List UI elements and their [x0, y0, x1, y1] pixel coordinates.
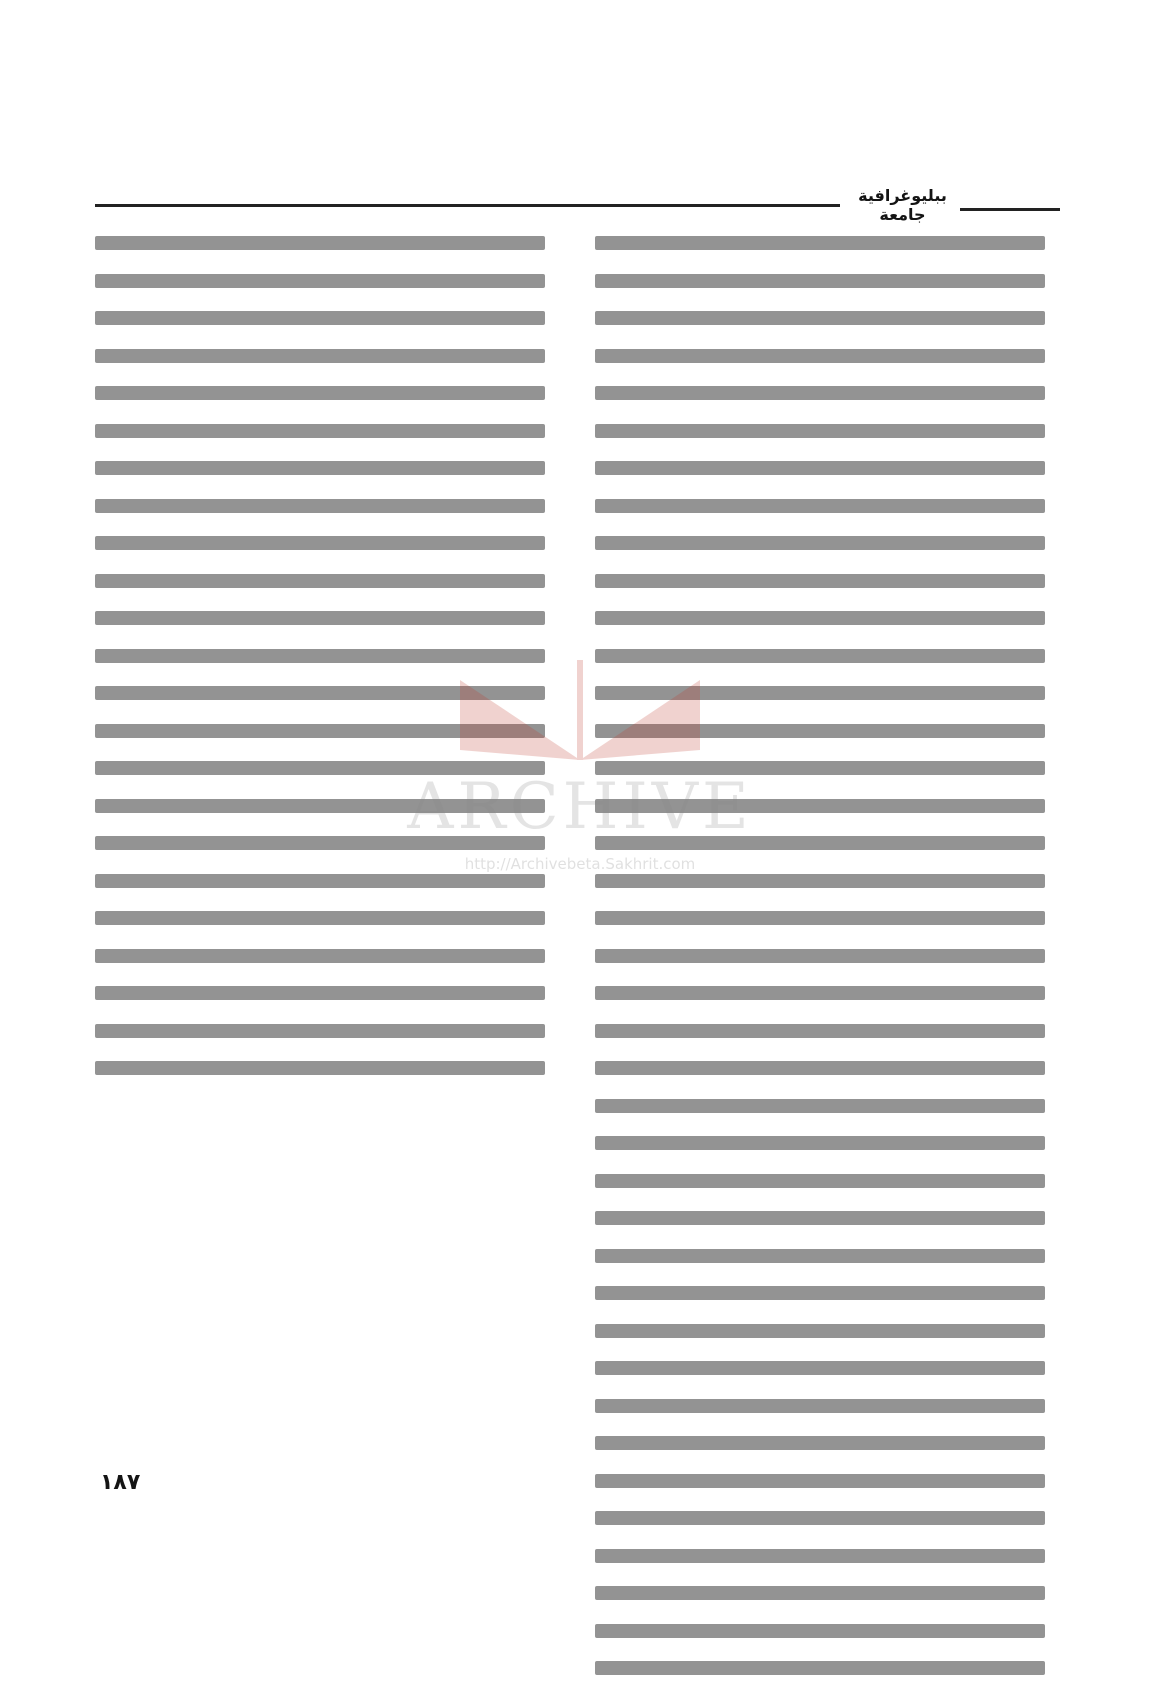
right-column-text-placeholder: [595, 686, 1045, 700]
left-column: [95, 228, 545, 1091]
left-column-text-line: [95, 491, 545, 521]
right-column-text-line: [595, 1353, 1045, 1383]
right-column-text-line: [595, 1653, 1045, 1683]
right-column-text-line: [595, 1503, 1045, 1533]
left-column-text-placeholder: [95, 424, 545, 438]
running-header: ببليوغرافية جامعة: [858, 186, 947, 224]
left-column-text-line: [95, 566, 545, 596]
left-column-text-placeholder: [95, 536, 545, 550]
left-column-text-line: [95, 603, 545, 633]
left-column-text-line: [95, 866, 545, 896]
right-column-text-placeholder: [595, 761, 1045, 775]
right-column-text-line: [595, 941, 1045, 971]
right-column-text-line: [595, 1016, 1045, 1046]
right-column-text-placeholder: [595, 1361, 1045, 1375]
right-column-text-line: [595, 1053, 1045, 1083]
left-column-text-placeholder: [95, 686, 545, 700]
left-column-text-placeholder: [95, 274, 545, 288]
right-column-text-line: [595, 866, 1045, 896]
left-column-text-line: [95, 228, 545, 258]
right-column-text-placeholder: [595, 1286, 1045, 1300]
right-column-text-placeholder: [595, 424, 1045, 438]
left-column-text-line: [95, 416, 545, 446]
right-column: [595, 228, 1045, 1691]
right-column-text-line: [595, 528, 1045, 558]
right-column-text-placeholder: [595, 799, 1045, 813]
right-column-text-placeholder: [595, 1661, 1045, 1675]
left-column-text-placeholder: [95, 236, 545, 250]
right-column-text-line: [595, 641, 1045, 671]
right-column-text-placeholder: [595, 236, 1045, 250]
left-column-text-placeholder: [95, 724, 545, 738]
left-column-text-line: [95, 341, 545, 371]
right-column-text-line: [595, 453, 1045, 483]
right-column-text-line: [595, 341, 1045, 371]
right-column-text-line: [595, 1278, 1045, 1308]
right-column-text-placeholder: [595, 611, 1045, 625]
left-column-text-line: [95, 978, 545, 1008]
right-column-text-placeholder: [595, 349, 1045, 363]
right-column-text-line: [595, 378, 1045, 408]
right-column-text-line: [595, 978, 1045, 1008]
left-column-text-line: [95, 903, 545, 933]
left-column-text-placeholder: [95, 1024, 545, 1038]
right-column-text-line: [595, 1091, 1045, 1121]
right-column-text-line: [595, 1166, 1045, 1196]
right-column-text-line: [595, 678, 1045, 708]
right-column-text-placeholder: [595, 1549, 1045, 1563]
left-column-text-placeholder: [95, 499, 545, 513]
left-column-text-line: [95, 641, 545, 671]
right-column-text-line: [595, 603, 1045, 633]
right-column-text-placeholder: [595, 499, 1045, 513]
left-column-text-line: [95, 1053, 545, 1083]
left-column-text-placeholder: [95, 349, 545, 363]
left-column-text-placeholder: [95, 761, 545, 775]
left-column-text-placeholder: [95, 461, 545, 475]
left-column-text-line: [95, 378, 545, 408]
right-column-text-line: [595, 1203, 1045, 1233]
left-column-text-line: [95, 453, 545, 483]
right-column-text-line: [595, 1541, 1045, 1571]
left-column-text-line: [95, 941, 545, 971]
watermark-label: ARCHIVE: [407, 770, 753, 844]
right-column-text-placeholder: [595, 274, 1045, 288]
left-column-text-line: [95, 791, 545, 821]
left-column-text-placeholder: [95, 649, 545, 663]
right-column-text-placeholder: [595, 1436, 1045, 1450]
right-column-text-placeholder: [595, 874, 1045, 888]
right-column-text-placeholder: [595, 1136, 1045, 1150]
header-rule-short: [960, 208, 1060, 211]
right-column-text-placeholder: [595, 836, 1045, 850]
right-column-text-placeholder: [595, 574, 1045, 588]
right-column-text-line: [595, 1391, 1045, 1421]
right-column-text-line: [595, 1128, 1045, 1158]
right-column-text-line: [595, 1428, 1045, 1458]
right-column-text-line: [595, 1616, 1045, 1646]
right-column-text-line: [595, 828, 1045, 858]
left-column-text-line: [95, 678, 545, 708]
right-column-text-line: [595, 791, 1045, 821]
right-column-text-line: [595, 903, 1045, 933]
left-column-text-placeholder: [95, 874, 545, 888]
right-column-text-line: [595, 1241, 1045, 1271]
right-column-text-line: [595, 716, 1045, 746]
left-column-text-line: [95, 303, 545, 333]
right-column-text-line: [595, 228, 1045, 258]
right-column-text-line: [595, 1316, 1045, 1346]
right-column-text-placeholder: [595, 1249, 1045, 1263]
left-column-text-placeholder: [95, 1061, 545, 1075]
left-column-text-placeholder: [95, 799, 545, 813]
left-column-text-line: [95, 753, 545, 783]
left-column-text-line: [95, 528, 545, 558]
left-column-text-placeholder: [95, 311, 545, 325]
right-column-text-line: [595, 491, 1045, 521]
right-column-text-line: [595, 1578, 1045, 1608]
right-column-text-placeholder: [595, 386, 1045, 400]
left-column-text-line: [95, 716, 545, 746]
right-column-text-placeholder: [595, 1174, 1045, 1188]
left-column-text-line: [95, 266, 545, 296]
right-column-text-line: [595, 416, 1045, 446]
right-column-text-placeholder: [595, 1624, 1045, 1638]
right-column-text-placeholder: [595, 649, 1045, 663]
left-column-text-placeholder: [95, 949, 545, 963]
right-column-text-placeholder: [595, 1399, 1045, 1413]
left-column-text-placeholder: [95, 836, 545, 850]
right-column-text-placeholder: [595, 461, 1045, 475]
right-column-text-line: [595, 566, 1045, 596]
right-column-text-placeholder: [595, 1024, 1045, 1038]
right-column-text-placeholder: [595, 911, 1045, 925]
left-column-text-placeholder: [95, 386, 545, 400]
right-column-text-placeholder: [595, 536, 1045, 550]
left-column-text-placeholder: [95, 986, 545, 1000]
left-column-text-placeholder: [95, 574, 545, 588]
right-column-text-placeholder: [595, 311, 1045, 325]
header-rule: [95, 204, 840, 207]
right-column-text-placeholder: [595, 724, 1045, 738]
right-column-text-line: [595, 1466, 1045, 1496]
right-column-text-placeholder: [595, 949, 1045, 963]
page-number: ١٨٧: [100, 1470, 141, 1495]
right-column-text-line: [595, 303, 1045, 333]
right-column-text-placeholder: [595, 1211, 1045, 1225]
left-column-text-placeholder: [95, 611, 545, 625]
right-column-text-placeholder: [595, 1474, 1045, 1488]
left-column-text-placeholder: [95, 911, 545, 925]
left-column-text-line: [95, 828, 545, 858]
watermark-url: http://Archivebeta.Sakhrit.com: [464, 855, 696, 873]
right-column-text-placeholder: [595, 986, 1045, 1000]
right-column-text-placeholder: [595, 1099, 1045, 1113]
right-column-text-line: [595, 266, 1045, 296]
right-column-text-placeholder: [595, 1586, 1045, 1600]
right-column-text-placeholder: [595, 1061, 1045, 1075]
left-column-text-line: [95, 1016, 545, 1046]
right-column-text-placeholder: [595, 1511, 1045, 1525]
right-column-text-placeholder: [595, 1324, 1045, 1338]
right-column-text-line: [595, 753, 1045, 783]
